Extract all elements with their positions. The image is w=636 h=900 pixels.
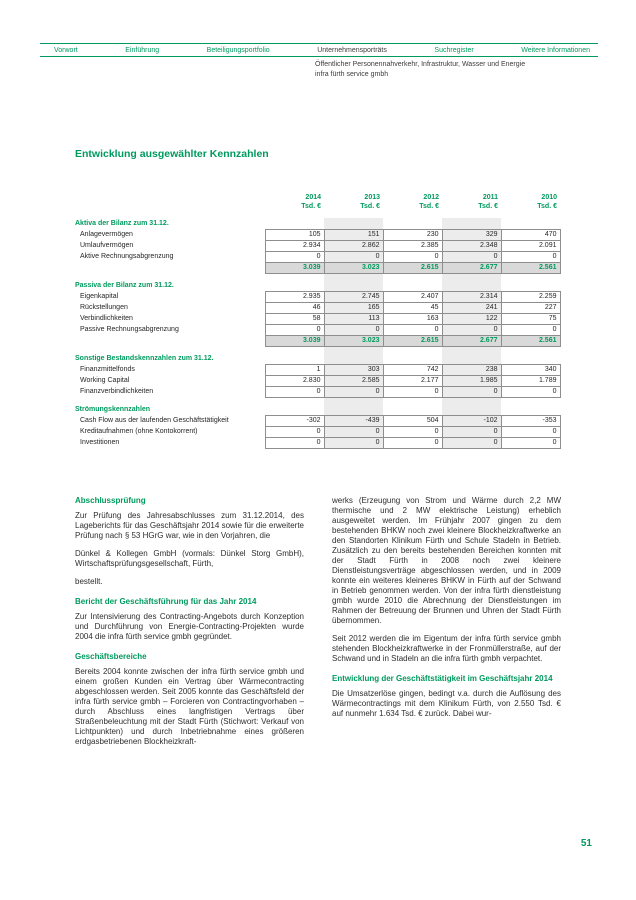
value-cell: 0 xyxy=(383,251,442,262)
spacer-cell xyxy=(501,346,560,353)
value-cell: 2.585 xyxy=(324,375,383,386)
nav-item-einführung[interactable]: Einführung xyxy=(125,46,160,54)
unit-header: Tsd. € xyxy=(478,203,498,210)
year-header: 2011 xyxy=(482,194,498,201)
section-title-fill xyxy=(265,404,324,415)
paragraph: Zur Intensivierung des Contracting-Angebots durch Konzeption und Durchführung von Energie-Contracting-Projekten wurde 2004 die infra fürth service gmbh gegründet. xyxy=(75,612,304,641)
total-value-cell: 2.677 xyxy=(442,335,501,346)
value-cell: 238 xyxy=(442,364,501,375)
spacer-cell xyxy=(442,397,501,404)
value-cell: 0 xyxy=(324,437,383,448)
row-label: Aktive Rechnungsabgrenzung xyxy=(80,253,174,260)
row-label: Verbindlichkeiten xyxy=(80,315,133,322)
unit-header: Tsd. € xyxy=(301,203,321,210)
text-column-left xyxy=(75,496,304,755)
value-cell: 230 xyxy=(383,229,442,240)
row-label: Passive Rechnungsabgrenzung xyxy=(80,326,179,333)
section-title-fill xyxy=(324,218,383,229)
row-label: Finanzverbindlichkeiten xyxy=(80,388,154,395)
spacer-cell xyxy=(324,397,383,404)
section-title-fill xyxy=(265,353,324,364)
section-title-fill xyxy=(442,353,501,364)
row-label: Eigenkapital xyxy=(80,293,119,300)
breadcrumb xyxy=(315,60,598,79)
section-title-fill xyxy=(383,280,442,291)
total-row-label xyxy=(75,262,265,273)
row-label: Rückstellungen xyxy=(80,304,128,311)
value-cell: 75 xyxy=(501,313,560,324)
value-cell: 504 xyxy=(383,415,442,426)
value-cell: 0 xyxy=(265,426,324,437)
value-cell: 0 xyxy=(501,437,560,448)
total-row-label xyxy=(75,335,265,346)
value-cell: 105 xyxy=(265,229,324,240)
spacer-cell xyxy=(324,211,383,218)
value-cell: 0 xyxy=(383,386,442,397)
value-cell: 2.934 xyxy=(265,240,324,251)
nav-item-weitere-informationen[interactable]: Weitere Informationen xyxy=(521,46,590,54)
text-section-heading: Bericht der Geschäftsführung für das Jahr 2014 xyxy=(75,597,257,606)
value-cell: 1.789 xyxy=(501,375,560,386)
section-title-fill xyxy=(324,353,383,364)
value-cell: 2.385 xyxy=(383,240,442,251)
value-cell: 0 xyxy=(501,324,560,335)
section-title-fill xyxy=(501,404,560,415)
spacer-cell xyxy=(383,211,442,218)
page-number: 51 xyxy=(580,838,592,849)
year-header: 2012 xyxy=(423,194,439,201)
row-label: Kreditaufnahmen (ohne Kontokorrent) xyxy=(80,428,198,435)
key-figures-table xyxy=(75,193,561,449)
spacer-cell xyxy=(383,346,442,353)
value-cell: 0 xyxy=(383,324,442,335)
total-value-cell: 3.039 xyxy=(265,262,324,273)
page-title: Entwicklung ausgewählter Kennzahlen xyxy=(75,148,269,160)
value-cell: 0 xyxy=(501,386,560,397)
spacer-cell xyxy=(324,273,383,280)
spacer-cell xyxy=(265,211,324,218)
section-title-fill xyxy=(501,218,560,229)
value-cell: 122 xyxy=(442,313,501,324)
paragraph: werks (Erzeugung von Strom und Wärme durch 2,2 MW thermische und 2 MW elektrische Leistung) erheblich ausgeweitet werden. Im Frühjahr 2007 gingen zu dem bestehenden BHKW noch zwei kleinere Blockheizkraftwerke an den Standorten Klinikum Fürth und Schule Stadeln in Betrieb. Zusätzlich zu den bereits bestehenden Bereichen konnten mit der Stadt Fürth in 2008 noch zwei kleinere Dienstleistungsverträge abgeschlossen werden, und in 2009 konnte ein weiteres kleineres BHKW in Fürth auf der Schwand in Betrieb genommen werden. Von der infra fürth dienstleistung gmbh wurde 2010 die Abrechnung der Dienstleistungen im Rahmen der Betreuung der Brunnen und Uhren der Stadt Fürth übernommen. xyxy=(332,496,561,625)
paragraph: Bereits 2004 konnte zwischen der infra fürth service gmbh und einem großen Kunden ein Vertrag über Wärmecontracting abgeschlossen werden. Seit 2005 konnte das Geschäftsfeld der infra fürth service gmbh – Forcieren von Contractingvorhaben – durch Abschluss eines langfristigen Vertrags über Straßenbeleuchtung mit der Stadt Fürth (Stichwort: Verkauf von Lichtpunkten) und durch Inbetriebnahme eines größeren erdgasbetriebenen Blockheizkraft- xyxy=(75,667,304,746)
value-cell: 0 xyxy=(442,426,501,437)
value-cell: 2.177 xyxy=(383,375,442,386)
section-title-fill xyxy=(501,280,560,291)
unit-header: Tsd. € xyxy=(360,203,380,210)
value-cell: 1.985 xyxy=(442,375,501,386)
nav-item-unternehmensporträts[interactable]: Unternehmensporträts xyxy=(317,46,387,54)
spacer-cell xyxy=(75,346,265,353)
spacer-cell xyxy=(442,273,501,280)
paragraph: Dünkel & Kollegen GmbH (vormals: Dünkel Storg GmbH), Wirtschaftsprüfungsgesellschaft, Fürth, xyxy=(75,549,304,568)
spacer-cell xyxy=(75,397,265,404)
row-label: Investitionen xyxy=(80,439,120,446)
section-title-fill xyxy=(324,280,383,291)
value-cell: 2.091 xyxy=(501,240,560,251)
paragraph: Die Umsatzerlöse gingen, bedingt v.a. durch die Auflösung des Wärmecontractings mit dem Klinikum Fürth, von 2.550 Tsd. € auf nunmehr 1.634 Tsd. € zurück. Dabei wur- xyxy=(332,689,561,718)
spacer-cell xyxy=(383,397,442,404)
section-title-fill xyxy=(442,404,501,415)
value-cell: 0 xyxy=(383,426,442,437)
value-cell: 241 xyxy=(442,302,501,313)
value-cell: 0 xyxy=(501,426,560,437)
value-cell: 0 xyxy=(324,426,383,437)
value-cell: 2.407 xyxy=(383,291,442,302)
spacer-cell xyxy=(75,273,265,280)
section-title-fill xyxy=(383,404,442,415)
value-cell: 470 xyxy=(501,229,560,240)
section-title: Strömungskennzahlen xyxy=(75,406,151,413)
value-cell: 0 xyxy=(265,386,324,397)
value-cell: 2.935 xyxy=(265,291,324,302)
text-section-heading: Geschäftsbereiche xyxy=(75,652,147,661)
section-title: Sonstige Bestandskennzahlen zum 31.12. xyxy=(75,355,214,362)
section-title-fill xyxy=(501,353,560,364)
value-cell: -102 xyxy=(442,415,501,426)
spacer-cell xyxy=(442,211,501,218)
paragraph: Seit 2012 werden die im Eigentum der infra fürth service gmbh stehenden Blockheizkraftwerke in der Fronmüllerstraße, auf der Schwand und in Stadeln an die infra fürth gmbh verpachtet. xyxy=(332,634,561,663)
value-cell: 0 xyxy=(383,437,442,448)
spacer-cell xyxy=(442,346,501,353)
body-text-columns xyxy=(75,496,561,755)
spacer-cell xyxy=(383,273,442,280)
breadcrumb-category: Öffentlicher Personennahverkehr, Infrastruktur, Wasser und Energie xyxy=(315,61,526,68)
value-cell: 0 xyxy=(265,324,324,335)
value-cell: 2.259 xyxy=(501,291,560,302)
value-cell: 0 xyxy=(265,251,324,262)
value-cell: -302 xyxy=(265,415,324,426)
nav-item-vorwort[interactable]: Vorwort xyxy=(54,46,78,54)
section-title: Passiva der Bilanz zum 31.12. xyxy=(75,282,174,289)
value-cell: 227 xyxy=(501,302,560,313)
text-section-heading: Entwicklung der Geschäftstätigkeit im Geschäftsjahr 2014 xyxy=(332,674,553,683)
value-cell: 46 xyxy=(265,302,324,313)
unit-header: Tsd. € xyxy=(419,203,439,210)
total-value-cell: 2.615 xyxy=(383,335,442,346)
value-cell: 0 xyxy=(265,437,324,448)
value-cell: 1 xyxy=(265,364,324,375)
table-corner xyxy=(75,202,265,211)
breadcrumb-company: infra fürth service gmbh xyxy=(315,70,389,78)
value-cell: 0 xyxy=(324,324,383,335)
year-header: 2010 xyxy=(541,194,557,201)
value-cell: 303 xyxy=(324,364,383,375)
row-label: Working Capital xyxy=(80,377,130,384)
value-cell: 742 xyxy=(383,364,442,375)
section-title: Aktiva der Bilanz zum 31.12. xyxy=(75,220,169,227)
value-cell: 0 xyxy=(501,251,560,262)
spacer-cell xyxy=(501,273,560,280)
value-cell: -439 xyxy=(324,415,383,426)
table-corner xyxy=(75,193,265,202)
value-cell: 329 xyxy=(442,229,501,240)
row-label: Anlagevermögen xyxy=(80,231,133,238)
value-cell: 45 xyxy=(383,302,442,313)
total-value-cell: 3.023 xyxy=(324,262,383,273)
total-value-cell: 2.677 xyxy=(442,262,501,273)
spacer-cell xyxy=(75,211,265,218)
section-title-fill xyxy=(442,218,501,229)
section-title-fill xyxy=(383,353,442,364)
value-cell: 2.862 xyxy=(324,240,383,251)
value-cell: 0 xyxy=(442,437,501,448)
value-cell: 340 xyxy=(501,364,560,375)
total-value-cell: 3.039 xyxy=(265,335,324,346)
value-cell: 0 xyxy=(442,324,501,335)
spacer-cell xyxy=(265,346,324,353)
value-cell: 0 xyxy=(442,251,501,262)
value-cell: 165 xyxy=(324,302,383,313)
value-cell: 2.314 xyxy=(442,291,501,302)
paragraph: bestellt. xyxy=(75,577,103,586)
section-title-fill xyxy=(265,280,324,291)
value-cell: 163 xyxy=(383,313,442,324)
total-value-cell: 2.561 xyxy=(501,262,560,273)
nav-row xyxy=(40,44,598,56)
spacer-cell xyxy=(501,397,560,404)
section-title-fill xyxy=(383,218,442,229)
text-column-right xyxy=(332,496,561,755)
value-cell: 113 xyxy=(324,313,383,324)
value-cell: 0 xyxy=(442,386,501,397)
row-label: Umlaufvermögen xyxy=(80,242,134,249)
value-cell: 2.830 xyxy=(265,375,324,386)
total-value-cell: 2.615 xyxy=(383,262,442,273)
spacer-cell xyxy=(324,346,383,353)
spacer-cell xyxy=(501,211,560,218)
year-header: 2014 xyxy=(305,194,321,201)
unit-header: Tsd. € xyxy=(537,203,557,210)
value-cell: 0 xyxy=(324,251,383,262)
total-value-cell: 2.561 xyxy=(501,335,560,346)
total-value-cell: 3.023 xyxy=(324,335,383,346)
nav-bottom-rule xyxy=(40,56,598,57)
text-section-heading: Abschlussprüfung xyxy=(75,496,146,505)
spacer-cell xyxy=(265,273,324,280)
spacer-cell xyxy=(265,397,324,404)
section-title-fill xyxy=(265,218,324,229)
year-header: 2013 xyxy=(364,194,380,201)
value-cell: 0 xyxy=(324,386,383,397)
value-cell: 58 xyxy=(265,313,324,324)
row-label: Finanzmittelfonds xyxy=(80,366,135,373)
nav-item-suchregister[interactable]: Suchregister xyxy=(434,46,474,54)
value-cell: 2.348 xyxy=(442,240,501,251)
top-navigation xyxy=(40,43,598,79)
nav-item-beteiligungsportfolio[interactable]: Beteiligungsportfolio xyxy=(206,46,270,54)
value-cell: 2.745 xyxy=(324,291,383,302)
value-cell: 151 xyxy=(324,229,383,240)
value-cell: -353 xyxy=(501,415,560,426)
row-label: Cash Flow aus der laufenden Geschäftstätigkeit xyxy=(80,417,229,424)
section-title-fill xyxy=(324,404,383,415)
section-title-fill xyxy=(442,280,501,291)
paragraph: Zur Prüfung des Jahresabschlusses zum 31.12.2014, des Lageberichts für das Geschäftsjahr 2014 sowie für die erweiterte Prüfung nach § 53 HGrG war, wie in den Vorjahren, die xyxy=(75,511,304,540)
